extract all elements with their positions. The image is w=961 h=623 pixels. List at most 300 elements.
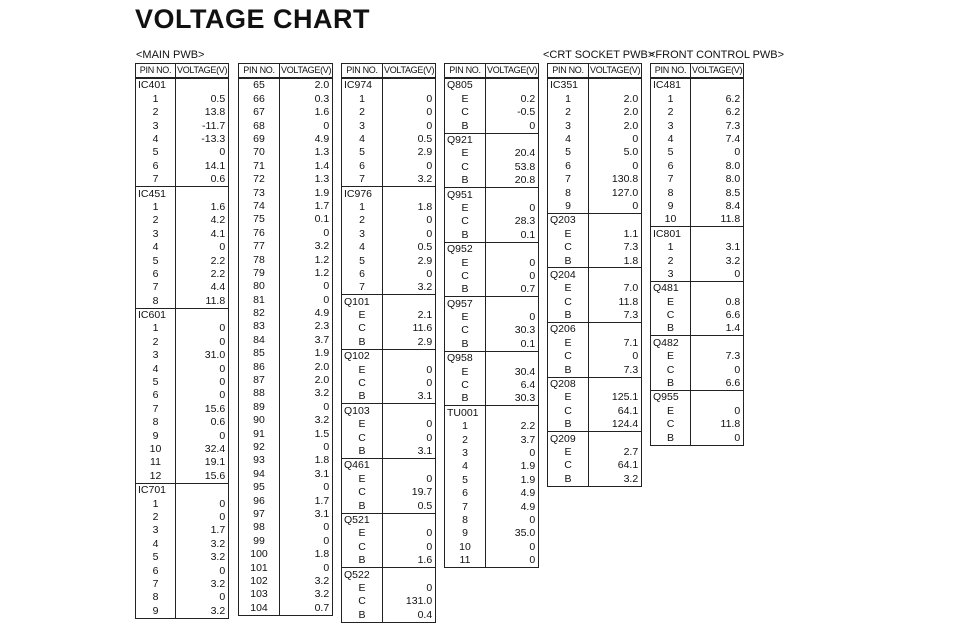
voltage-value: 3.2 [176,537,229,550]
pin-row [239,213,333,226]
pin-row [342,119,436,132]
voltage-table-2 [238,63,333,616]
pin-row [239,414,333,427]
voltage-value: 0 [176,564,229,577]
pin-row [548,446,642,459]
pin-row [136,294,229,308]
voltage-header: VOLTAGE(V) [176,64,229,79]
pin-no-header: PIN NO. [651,64,691,79]
component-blank-cell [383,513,436,527]
voltage-value: 0 [383,119,436,132]
pin-row [342,608,436,622]
component-group-row [342,513,436,527]
pin-row [342,363,436,376]
pin-row [342,227,436,240]
component-label: Q203 [548,213,589,227]
pin-row [342,146,436,159]
voltage-value: 0 [383,418,436,431]
pin-number: 76 [239,226,280,239]
pin-row [651,186,744,199]
component-group-row [136,187,229,201]
pin-row [342,527,436,540]
pin-row [136,551,229,564]
voltage-value: 0 [176,376,229,389]
pin-row [239,186,333,199]
pin-number: 3 [651,267,691,281]
pin-row [548,350,642,363]
pin-row [136,201,229,214]
voltage-table-6 [650,63,744,446]
pin-row [239,266,333,279]
pin-number: 4 [342,241,383,254]
voltage-value: 4.9 [486,487,539,500]
pin-row [445,228,539,242]
pin-number: 5 [342,254,383,267]
pin-number: 71 [239,159,280,172]
component-blank-cell [176,308,229,322]
voltage-value: 2.0 [589,106,642,119]
voltage-value: 0 [176,429,229,442]
pin-number: B [548,418,589,432]
pin-number: C [548,241,589,254]
voltage-value: 0.8 [691,295,744,308]
pin-row [136,159,229,172]
pin-row [445,147,539,160]
component-group-row [651,336,744,350]
pin-row [239,226,333,239]
component-blank-cell [486,133,539,147]
pin-number: B [548,363,589,377]
voltage-value: 0 [280,400,333,413]
voltage-value: 3.1 [383,445,436,459]
component-label: Q481 [651,281,691,295]
pin-row [136,469,229,483]
pin-number: 83 [239,320,280,333]
pin-number: E [445,311,486,324]
pin-row [239,240,333,253]
pin-number: 6 [136,159,176,172]
voltage-value: 19.7 [383,486,436,499]
pin-number: 79 [239,266,280,279]
voltage-value: 0.7 [280,601,333,615]
voltage-value: 3.1 [383,390,436,404]
pin-number: 5 [445,473,486,486]
voltage-value: 0 [280,481,333,494]
pin-number: E [342,581,383,594]
component-blank-cell [691,390,744,404]
pin-number: 11 [136,456,176,469]
voltage-value: 30.3 [486,324,539,337]
voltage-value: 0 [383,106,436,119]
voltage-value: 3.2 [280,588,333,601]
pin-no-header: PIN NO. [445,64,486,79]
voltage-value: 1.3 [280,146,333,159]
pin-number: 1 [342,92,383,105]
pin-number: B [445,119,486,133]
voltage-header: VOLTAGE(V) [691,64,744,79]
pin-row [548,133,642,146]
pin-row [445,119,539,133]
component-blank-cell [383,458,436,472]
pin-row [548,173,642,186]
pin-number: E [445,365,486,378]
pin-row [239,159,333,172]
pin-row [136,119,229,132]
component-blank-cell [383,349,436,363]
voltage-value: 0 [383,363,436,376]
voltage-header: VOLTAGE(V) [383,64,436,79]
pin-number: 85 [239,347,280,360]
pin-number: 95 [239,481,280,494]
pin-row [342,214,436,227]
pin-row [136,577,229,590]
voltage-value: 6.6 [691,377,744,391]
pin-number: 69 [239,133,280,146]
pin-number: 103 [239,588,280,601]
pin-row [239,146,333,159]
pin-row [136,564,229,577]
voltage-value: 20.4 [486,147,539,160]
voltage-value: 8.0 [691,159,744,172]
pin-row [548,309,642,323]
voltage-value: 0 [383,472,436,485]
pin-number: 7 [136,402,176,415]
pin-number: E [651,350,691,363]
component-label: IC801 [651,227,691,241]
pin-row [342,159,436,172]
pin-number: 1 [136,92,176,105]
voltage-value: 0.7 [486,283,539,297]
voltage-value: 7.0 [589,282,642,295]
voltage-value: 1.5 [280,427,333,440]
pin-number: E [548,446,589,459]
pin-number: B [445,228,486,242]
voltage-header: VOLTAGE(V) [280,64,333,79]
voltage-value: 0 [176,241,229,254]
pin-number: 5 [136,551,176,564]
component-label: Q206 [548,323,589,337]
voltage-value: 1.8 [383,201,436,214]
pin-number: B [651,322,691,336]
pin-number: C [651,309,691,322]
pin-row [445,473,539,486]
voltage-value: 1.7 [280,200,333,213]
component-blank-cell [486,242,539,256]
voltage-value: 0 [589,133,642,146]
pin-number: B [445,337,486,351]
voltage-value: 0 [280,226,333,239]
voltage-value: 8.4 [691,200,744,213]
pin-number: 97 [239,508,280,521]
voltage-value: 2.0 [589,92,642,105]
pin-number: 5 [651,146,691,159]
pin-number: 2 [136,214,176,227]
component-label: IC481 [651,78,691,92]
voltage-value: 6.2 [691,92,744,105]
pin-number: 5 [136,254,176,267]
component-label: IC974 [342,78,383,92]
pin-row [136,591,229,604]
pin-row [239,119,333,132]
voltage-value: 4.9 [280,133,333,146]
pin-row [445,514,539,527]
voltage-value: 15.6 [176,469,229,483]
pin-row [651,106,744,119]
pin-row [136,281,229,294]
pin-row [651,213,744,227]
pin-row [445,420,539,433]
voltage-header: VOLTAGE(V) [486,64,539,79]
voltage-value: 0.1 [486,337,539,351]
pin-number: B [342,390,383,404]
component-label: Q522 [342,568,383,582]
voltage-value: 127.0 [589,186,642,199]
pin-number: E [342,527,383,540]
component-group-row [445,242,539,256]
voltage-value: 1.8 [589,254,642,268]
voltage-value: -13.3 [176,133,229,146]
component-group-row [548,213,642,227]
voltage-value: 1.6 [280,106,333,119]
pin-number: C [445,324,486,337]
voltage-value: 0 [176,335,229,348]
voltage-value: 0 [589,200,642,214]
pin-number: 78 [239,253,280,266]
pin-row [239,574,333,587]
component-blank-cell [486,406,539,420]
voltage-value: 30.3 [486,392,539,406]
pin-number: E [342,363,383,376]
voltage-value: 2.2 [486,420,539,433]
voltage-value: 0 [486,540,539,553]
pin-row [342,486,436,499]
pin-row [342,106,436,119]
voltage-value: 0 [176,146,229,159]
component-group-row [445,297,539,311]
component-blank-cell [176,78,229,92]
pin-row [342,377,436,390]
pin-row [239,481,333,494]
pin-row [136,362,229,375]
component-group-row [342,295,436,309]
pin-row [239,320,333,333]
pin-number: C [342,595,383,608]
pin-row [548,391,642,404]
component-blank-cell [176,483,229,497]
voltage-value: 2.3 [280,320,333,333]
pin-row [342,540,436,553]
voltage-value: 64.1 [589,404,642,417]
voltage-value: 1.8 [280,454,333,467]
pin-row [239,92,333,105]
pin-row [445,269,539,282]
pin-row [342,472,436,485]
pin-no-header: PIN NO. [548,64,589,79]
pin-row [651,418,744,431]
voltage-value: 2.0 [280,78,333,92]
component-label: IC601 [136,308,176,322]
pin-number: C [445,269,486,282]
pin-row [342,201,436,214]
voltage-value: 3.2 [280,414,333,427]
pin-number: B [651,377,691,391]
pin-row [136,402,229,415]
pin-number: 2 [651,106,691,119]
pin-row [445,106,539,119]
pin-number: 2 [342,106,383,119]
component-blank-cell [486,351,539,365]
voltage-value: 7.3 [589,241,642,254]
pin-number: 67 [239,106,280,119]
section-label-main-pwb: <MAIN PWB> [136,49,205,61]
pin-row [239,588,333,601]
pin-row [239,521,333,534]
pin-number: B [342,554,383,568]
pin-number: E [548,282,589,295]
voltage-value: 6.6 [691,309,744,322]
voltage-value: 0 [176,497,229,510]
component-group-row [651,78,744,92]
pin-number: E [548,227,589,240]
section-label-crt-socket-pwb: <CRT SOCKET PWB> [543,49,655,61]
pin-row [651,119,744,132]
pin-number: 1 [651,92,691,105]
pin-row [548,159,642,172]
pin-number: 93 [239,454,280,467]
pin-number: 12 [136,469,176,483]
pin-row [342,581,436,594]
pin-number: C [651,418,691,431]
voltage-value: 131.0 [383,595,436,608]
component-label: Q482 [651,336,691,350]
voltage-value: 20.8 [486,174,539,188]
pin-row [136,376,229,389]
section-label-front-control-pwb: <FRONT CONTROL PWB> [649,49,785,61]
pin-number: 3 [342,227,383,240]
voltage-value: 0 [383,377,436,390]
pin-row [239,78,333,92]
pin-number: C [548,459,589,472]
voltage-value: 0 [383,267,436,280]
pin-row [342,499,436,513]
voltage-value: 0.5 [383,133,436,146]
pin-number: 10 [136,443,176,456]
pin-row [342,554,436,568]
pin-number: 80 [239,280,280,293]
pin-number: 6 [651,159,691,172]
pin-number: 7 [342,173,383,187]
pin-row [136,456,229,469]
pin-row [445,540,539,553]
component-group-row [342,187,436,201]
pin-number: B [342,608,383,622]
pin-row [342,241,436,254]
pin-number: 75 [239,213,280,226]
pin-no-header: PIN NO. [239,64,280,79]
voltage-value: 0.2 [486,92,539,105]
pin-number: 5 [136,376,176,389]
pin-number: 9 [445,527,486,540]
voltage-value: 0 [691,404,744,417]
pin-number: 6 [342,159,383,172]
pin-number: 7 [136,577,176,590]
voltage-value: 3.1 [280,508,333,521]
pin-number: 6 [548,159,589,172]
pin-number: 3 [136,349,176,362]
pin-number: 6 [445,487,486,500]
pin-number: 2 [342,214,383,227]
pin-number: 10 [445,540,486,553]
component-group-row [342,568,436,582]
pin-row [445,365,539,378]
voltage-value: 3.1 [691,241,744,254]
component-group-row [548,78,642,92]
pin-row [136,322,229,335]
voltage-value: 1.9 [486,473,539,486]
pin-number: 9 [651,200,691,213]
component-blank-cell [691,336,744,350]
pin-row [651,309,744,322]
component-label: Q209 [548,432,589,446]
voltage-value: 2.0 [280,374,333,387]
pin-number: C [342,322,383,335]
pin-row [445,487,539,500]
pin-row [239,333,333,346]
component-blank-cell [486,188,539,202]
pin-row [342,418,436,431]
component-label: Q102 [342,349,383,363]
voltage-value: 64.1 [589,459,642,472]
component-group-row [651,281,744,295]
pin-row [136,389,229,402]
pin-number: E [445,147,486,160]
pin-number: B [445,174,486,188]
voltage-value: 4.9 [280,307,333,320]
voltage-value: 0 [176,389,229,402]
pin-row [651,295,744,308]
voltage-value: 0 [486,554,539,568]
pin-row [548,282,642,295]
pin-number: 2 [136,511,176,524]
pin-row [651,200,744,213]
voltage-value: 0 [383,581,436,594]
voltage-value: 0 [280,119,333,132]
pin-number: E [445,202,486,215]
pin-number: B [342,335,383,349]
pin-row [651,92,744,105]
component-label: Q958 [445,351,486,365]
pin-number: 72 [239,173,280,186]
component-group-row [548,377,642,391]
voltage-value: 1.8 [280,548,333,561]
voltage-value: 0 [691,431,744,445]
component-blank-cell [383,404,436,418]
pin-number: 1 [136,497,176,510]
voltage-value: 0.1 [486,228,539,242]
voltage-value: 8.0 [691,173,744,186]
pin-row [239,200,333,213]
pin-row [548,227,642,240]
component-blank-cell [691,78,744,92]
pin-row [136,106,229,119]
voltage-value: 2.2 [176,267,229,280]
pin-number: 7 [651,173,691,186]
voltage-value: 14.1 [176,159,229,172]
voltage-value: 0 [589,159,642,172]
pin-number: 1 [136,322,176,335]
voltage-value: 0.5 [176,92,229,105]
pin-row [651,431,744,445]
